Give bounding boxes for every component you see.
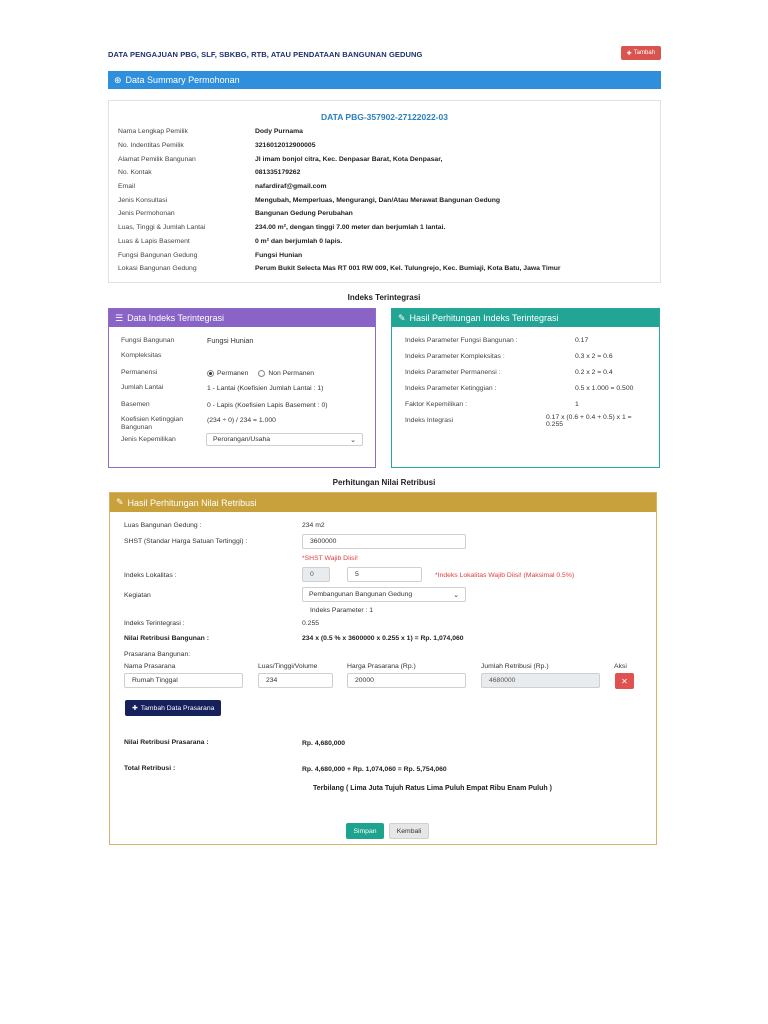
- kepemilikan-select[interactable]: Perorangan/Usaha ⌄: [206, 433, 363, 446]
- delete-row-button[interactable]: [615, 673, 634, 689]
- permanensi-row: Permanensi Permanen Non Permanen: [121, 369, 315, 377]
- col-aksi: Aksi: [614, 663, 627, 670]
- chevron-down-icon: ⌄: [350, 436, 356, 444]
- indeks-parameter: Indeks Parameter : 1: [310, 607, 374, 614]
- summary-bar[interactable]: [108, 71, 661, 89]
- total-label: Total Retribusi :: [124, 765, 176, 772]
- hasil-indeks-header: ✎ Hasil Perhitungan Indeks Terintegrasi: [392, 309, 659, 327]
- luas-label: Luas Bangunan Gedung :: [124, 522, 202, 529]
- chevron-down-icon: ⌄: [453, 591, 459, 599]
- retribusi-section-title: Perhitungan Nilai Retribusi: [332, 478, 436, 487]
- retribusi-header: ✎ Hasil Perhitungan Nilai Retribusi: [110, 493, 656, 512]
- lokalitas-label: Indeks Lokalitas :: [124, 572, 177, 579]
- close-icon: ✕: [621, 676, 628, 686]
- summary-title: DATA PBG-357902-27122022-03: [321, 112, 448, 122]
- prasarana-nama-input[interactable]: Rumah Tinggal: [124, 673, 243, 688]
- indeks-terintegrasi-value: 0.255: [302, 620, 320, 627]
- jumlah-lantai-row: Jumlah Lantai 1 - Lantai (Koefisien Jumlah Lantai : 1): [121, 384, 324, 392]
- plus-icon: ✚: [132, 705, 138, 712]
- radio-non-permanen[interactable]: Non Permanen: [258, 370, 314, 377]
- nilai-bangunan-label: Nilai Retribusi Bangunan :: [124, 635, 209, 642]
- expand-icon: ⊕: [114, 74, 122, 85]
- summary-row: Alamat Pemilik Bangunan Jl imam bonjol citra, Kec. Denpasar Barat, Kota Denpasar,: [118, 155, 443, 163]
- prasarana-label: Prasarana Bangunan:: [124, 651, 191, 658]
- lokalitas-base-input: 0: [302, 567, 330, 582]
- col-luas: Luas/Tinggi/Volume: [258, 663, 318, 670]
- hasil-row: Faktor Kepemilikan : 1: [405, 401, 579, 408]
- summary-box: [108, 100, 661, 283]
- basemen-row: Basemen 0 - Lapis (Koefisien Lapis Basement : 0): [121, 401, 328, 409]
- nilai-prasarana-label: Nilai Retribusi Prasarana :: [124, 739, 209, 746]
- page-header: [108, 46, 661, 62]
- nilai-prasarana-value: Rp. 4,680,000: [302, 740, 346, 747]
- plus-icon: ✚: [626, 50, 632, 57]
- summary-bar-label: Data Summary Permohonan: [125, 75, 240, 85]
- add-button-label: Tambah: [633, 50, 655, 56]
- prasarana-harga-input[interactable]: 20000: [347, 673, 466, 688]
- add-button[interactable]: [621, 46, 661, 60]
- summary-row: Jenis Permohonan Bangunan Gedung Perubahan: [118, 210, 353, 218]
- data-indeks-panel: [108, 308, 376, 468]
- edit-icon: ✎: [116, 497, 124, 507]
- prasarana-jumlah-input: 4680000: [481, 673, 600, 688]
- page-title: DATA PENGAJUAN PBG, SLF, SBKBG, RTB, ATAU PENDATAAN BANGUNAN GEDUNG: [108, 50, 423, 59]
- terbilang-text: Terbilang ( Lima Juta Tujuh Ratus Lima Puluh Empat Ribu Enam Puluh ): [313, 785, 552, 792]
- data-indeks-header: ☰ Data Indeks Terintegrasi: [109, 309, 375, 327]
- shst-warning: *SHST Wajib Diisi!: [302, 555, 358, 562]
- summary-row: No. Kontak 081335179262: [118, 169, 301, 177]
- indeks-section-title: Indeks Terintegrasi: [347, 293, 421, 302]
- summary-rows: [118, 125, 656, 276]
- col-nama: Nama Prasarana: [124, 663, 176, 670]
- kegiatan-select[interactable]: Pembangunan Bangunan Gedung ⌄: [302, 587, 466, 602]
- radio-dot-icon: [207, 370, 214, 377]
- shst-input[interactable]: 3600000: [302, 534, 466, 549]
- summary-row: No. Indentitas Pemilik 3216012012900005: [118, 142, 316, 150]
- list-icon: ☰: [115, 312, 124, 323]
- kembali-button[interactable]: Kembali: [389, 823, 429, 839]
- summary-row: Email nafardiraf@gmail.com: [118, 183, 327, 191]
- hasil-row: Indeks Parameter Permanensi : 0.2 x 2 = 0.4: [405, 369, 613, 376]
- lokalitas-input[interactable]: 5: [347, 567, 422, 582]
- simpan-button[interactable]: Simpan: [346, 823, 384, 839]
- kompleksitas-row: Kompleksitas: [121, 352, 162, 359]
- nilai-bangunan-value: 234 x (0.5 % x 3600000 x 0.255 x 1) = Rp. 1,074,060: [302, 635, 464, 642]
- hasil-row: Indeks Parameter Kompleksitas : 0.3 x 2 = 0.6: [405, 353, 613, 360]
- hasil-row: Indeks Parameter Fungsi Bangunan : 0.17: [405, 337, 589, 344]
- kegiatan-label: Kegiatan: [124, 592, 151, 599]
- fungsi-row: Fungsi Bangunan Fungsi Hunian: [121, 336, 254, 345]
- summary-row: Luas & Lapis Basement 0 m² dan berjumlah 0 lapis.: [118, 237, 343, 245]
- indeks-terintegrasi-label: Indeks Terintegrasi :: [124, 620, 185, 627]
- col-jumlah: Jumlah Retribusi (Rp.): [481, 663, 549, 670]
- summary-row: Fungsi Bangunan Gedung Fungsi Hunian: [118, 251, 303, 259]
- summary-row: Jenis Konsultasi Mengubah, Memperluas, Mengurangi, Dan/Atau Merawat Bangunan Gedung: [118, 196, 501, 204]
- prasarana-luas-input[interactable]: 234: [258, 673, 333, 688]
- summary-row: Luas, Tinggi & Jumlah Lantai 234.00 m², dengan tinggi 7.00 meter dan berjumlah 1 lantai.: [118, 224, 446, 232]
- col-harga: Harga Prasarana (Rp.): [347, 663, 416, 670]
- retribusi-panel: [109, 492, 657, 845]
- luas-value: 234 m2: [302, 522, 325, 529]
- kepemilikan-row: Jenis Kepemilikan: [121, 436, 176, 443]
- radio-dot-icon: [258, 370, 265, 377]
- radio-permanen[interactable]: Permanen: [207, 370, 248, 377]
- hasil-indeks-panel: [391, 308, 660, 468]
- koefisien-row: Koefisien Ketinggian Bangunan (234 ÷ 0) / 234 = 1.000: [121, 416, 276, 431]
- hasil-row: Indeks Integrasi 0.17 x (0.6 + 0.4 + 0.5) x 1 = 0.255: [405, 413, 632, 428]
- summary-row: Lokasi Bangunan Gedung Perum Bukit Selecta Mas RT 001 RW 009, Kel. Tulungrejo, Kec. Bumiaji, Kota Batu, Jawa Timur: [118, 265, 561, 273]
- edit-icon: ✎: [398, 312, 406, 323]
- lokalitas-warning: *Indeks Lokalitas Wajib Diisi! (Maksimal 0.5%): [435, 572, 575, 579]
- shst-label: SHST (Standar Harga Satuan Tertinggi) :: [124, 538, 248, 545]
- summary-row: Nama Lengkap Pemilik Dody Purnama: [118, 128, 303, 136]
- add-prasarana-button[interactable]: ✚ Tambah Data Prasarana: [125, 700, 221, 716]
- total-value: Rp. 4,680,000 + Rp. 1,074,060 = Rp. 5,754,060: [302, 766, 447, 773]
- hasil-row: Indeks Parameter Ketinggian : 0.5 x 1.000 = 0.500: [405, 385, 634, 392]
